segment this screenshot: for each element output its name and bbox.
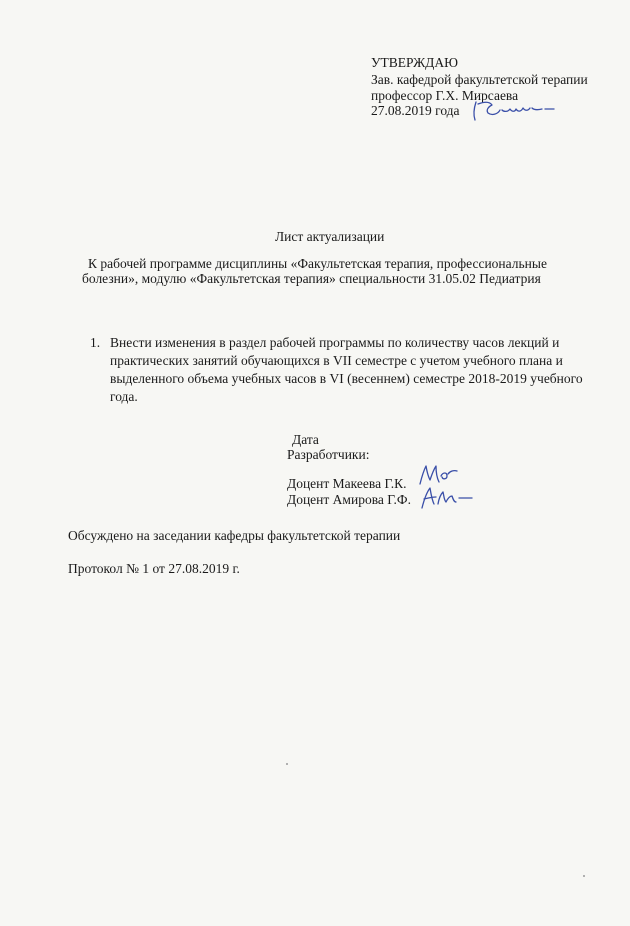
developer-2: Доцент Амирова Г.Ф.	[287, 492, 411, 507]
intro-line-2: болезни», модулю «Факультетская терапия» специальности 31.05.02 Педиатрия	[82, 271, 541, 286]
date-label: Дата	[292, 432, 319, 447]
change-number: 1.	[90, 335, 101, 350]
meeting-protocol: Протокол № 1 от 27.08.2019 г.	[68, 561, 240, 576]
developers-heading: Разработчики:	[287, 447, 370, 462]
intro-line-1: К рабочей программе дисциплины «Факультетская терапия, профессиональные	[88, 256, 547, 271]
change-line-1: Внести изменения в раздел рабочей программы по количеству часов лекций и	[110, 335, 560, 350]
developer-1: Доцент Макеева Г.К.	[287, 476, 407, 491]
change-line-4: года.	[110, 389, 138, 404]
head-signature	[468, 96, 558, 126]
change-line-2: практических занятий обучающихся в VII семестре с учетом учебного плана и	[110, 353, 563, 368]
developer-2-signature	[414, 484, 484, 514]
meeting-discussed: Обсуждено на заседании кафедры факультетской терапии	[68, 528, 401, 543]
change-line-3: выделенного объема учебных часов в VI (весеннем) семестре 2018-2019 учебного	[110, 371, 583, 386]
approval-name: профессор Г.Х. Мирсаева	[371, 88, 519, 103]
approval-heading: УТВЕРЖДАЮ	[371, 55, 459, 70]
scan-speck	[583, 875, 585, 877]
approval-position: Зав. кафедрой факультетской терапии	[371, 72, 588, 87]
approval-date: 27.08.2019 года	[371, 103, 460, 118]
document-title: Лист актуализации	[275, 229, 385, 244]
scan-speck	[286, 763, 288, 765]
